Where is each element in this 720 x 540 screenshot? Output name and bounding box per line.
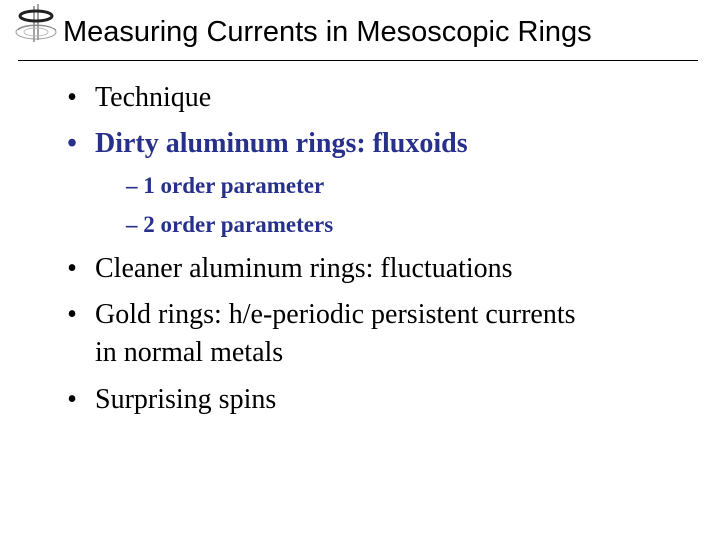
bullet-text: Technique <box>95 82 212 113</box>
bullet-marker: • <box>67 384 77 415</box>
bullet-text: in normal metals <box>95 337 284 368</box>
bullet-text: Dirty aluminum rings: fluxoids <box>95 128 468 159</box>
bullet-marker: • <box>67 253 77 284</box>
bullet-marker: • <box>67 82 77 113</box>
bullet-text: Gold rings: h/e-periodic persistent currents <box>95 299 576 330</box>
subbullet-item-2-order: – 2 order parameters <box>126 212 334 237</box>
bullet-marker: • <box>67 128 77 159</box>
bullet-text: Surprising spins <box>95 384 277 415</box>
bullet-marker: • <box>67 299 77 330</box>
bullet-text: Cleaner aluminum rings: fluctuations <box>95 253 513 284</box>
subbullet-item-1-order: – 1 order parameter <box>126 173 325 198</box>
slide-title: Measuring Currents in Mesoscopic Rings <box>63 16 592 48</box>
